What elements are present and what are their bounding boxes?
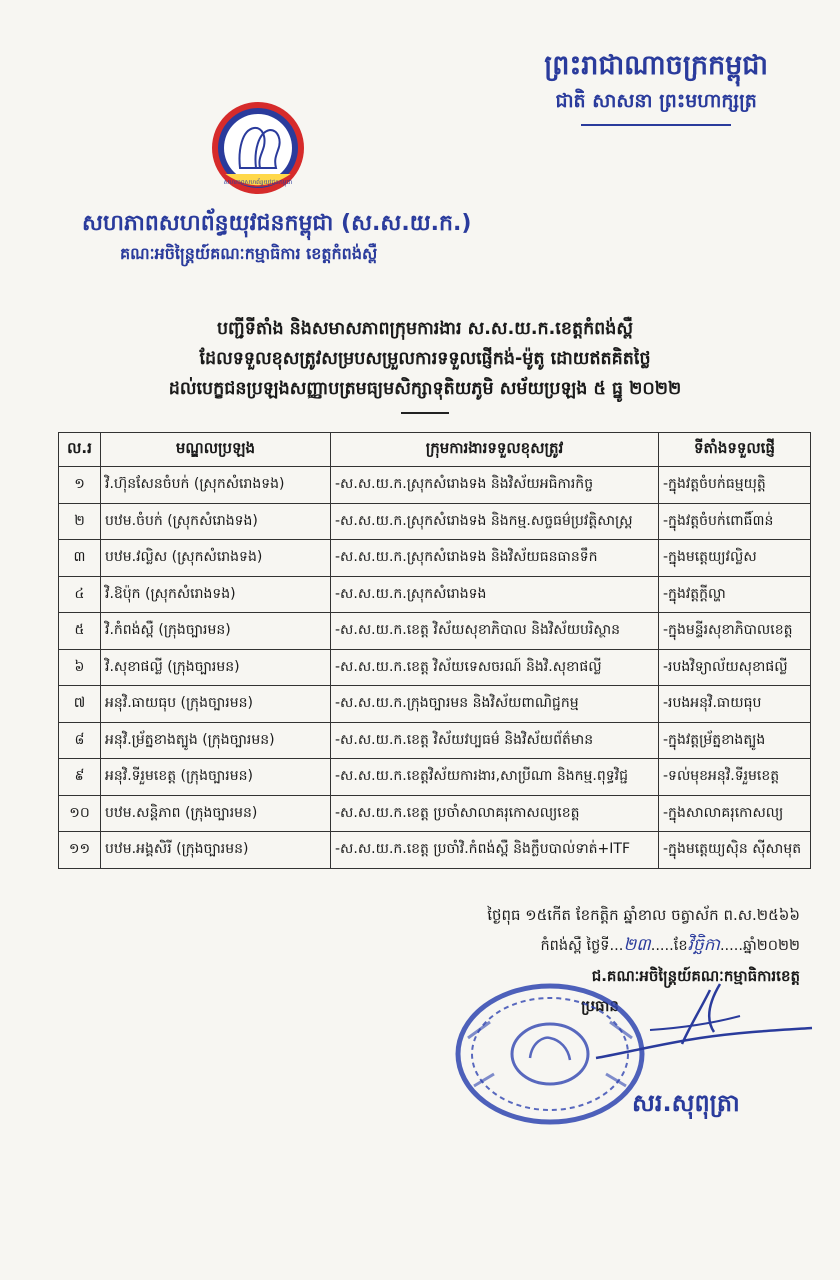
table-row bbox=[59, 722, 811, 759]
row-exam-center: បឋម.ចំបក់ (ស្រុកសំរោងទង) bbox=[101, 503, 331, 540]
row-number: ១ bbox=[59, 467, 101, 504]
kingdom-heading bbox=[544, 48, 768, 126]
year: ឆ្នាំ២០២២ bbox=[743, 938, 800, 954]
table-row bbox=[59, 649, 811, 686]
row-team: -ស.ស.យ.ក.ស្រុកសំរោងទង និងវិស័យធនធានទឹក bbox=[331, 540, 659, 577]
row-team: -ស.ស.យ.ក.ខេត្ត វិស័យវប្បធម៌ និងវិស័យព័ត៌មាន bbox=[331, 722, 659, 759]
row-exam-center: វិ.ឱប៉ុក (ស្រុកសំរោងទង) bbox=[101, 576, 331, 613]
kingdom-motto: ជាតិ សាសនា ព្រះមហាក្សត្រ bbox=[555, 90, 757, 112]
header-number: ល.រ bbox=[59, 433, 101, 467]
row-location: -ក្នុងវត្តចំបក់ពោធិ៍៣ន់ bbox=[659, 503, 811, 540]
row-exam-center: វិ.កំពង់ស្ពឺ (ក្រុងច្បារមន) bbox=[101, 613, 331, 650]
row-exam-center: អនុវិ.ទីរួមខេត្ត (ក្រុងច្បារមន) bbox=[101, 759, 331, 796]
row-exam-center: បឋម.វល្លិស (ស្រុកសំរោងទង) bbox=[101, 540, 331, 577]
row-location: -ក្នុងមន្ទីរសុខាភិបាលខេត្ត bbox=[659, 613, 811, 650]
solar-date: កំពង់ស្ពឺ ថ្ងៃទី...២៣.....ខែវិច្ឆិកា.....ឆ្នាំ២០២២ bbox=[540, 935, 800, 955]
handwritten-month: វិច្ឆិកា bbox=[687, 935, 720, 955]
row-team: -ស.ស.យ.ក.ខេត្ត ប្រចាំសាលាគរុកោសល្យខេត្ត bbox=[331, 795, 659, 832]
header-exam-center: មណ្ឌលប្រឡង bbox=[101, 433, 331, 467]
row-location: -ក្នុងសាលាគរុកោសល្យ bbox=[659, 795, 811, 832]
logo-banner-text: សហភាពសហព័ន្ធយុវជនកម្ពុជា bbox=[223, 179, 293, 186]
table-row bbox=[59, 832, 811, 869]
table-row bbox=[59, 540, 811, 577]
row-team: -ស.ស.យ.ក.ស្រុកសំរោងទង bbox=[331, 576, 659, 613]
lunar-date: ថ្ងៃពុធ ១៥កើត ខែកត្តិក ឆ្នាំខាល ចត្វាស័ក ព.ស.២៥៦៦ bbox=[487, 906, 800, 924]
row-team: -ស.ស.យ.ក.ស្រុកសំរោងទង និងវិស័យអធិការកិច្ច bbox=[331, 467, 659, 504]
table-row bbox=[59, 613, 811, 650]
assignment-table bbox=[58, 432, 811, 869]
row-exam-center: វិ.សុខាផល្លី (ក្រុងច្បារមន) bbox=[101, 649, 331, 686]
table-row bbox=[59, 503, 811, 540]
row-team: -ស.ស.យ.ក.ខេត្ត វិស័យទេសចរណ៍ និងវិ.សុខាផល្លី bbox=[331, 649, 659, 686]
row-exam-center: វិ.ហ៊ុនសែនចំបក់ (ស្រុកសំរោងទង) bbox=[101, 467, 331, 504]
row-location: -របងអនុវិ.ធាយធុប bbox=[659, 686, 811, 723]
row-team: -ស.ស.យ.ក.ខេត្តវិស័យការងារ,សាប្រីណា និងកម្ម.ពុទ្ធវិជ្ជ bbox=[331, 759, 659, 796]
signer-organization: ជ.គណៈអចិន្ត្រៃយ៍គណៈកម្មាធិការខេត្ត bbox=[591, 967, 800, 985]
row-number: ៤ bbox=[59, 576, 101, 613]
row-location: -របងវិទ្យាល័យសុខាផល្លី bbox=[659, 649, 811, 686]
month-prefix: ខែ bbox=[673, 938, 688, 954]
row-team: -ស.ស.យ.ក.ខេត្ត វិស័យសុខាភិបាល និងវិស័យបរិស្ថាន bbox=[331, 613, 659, 650]
document-title bbox=[60, 314, 790, 414]
committee-name: គណៈអចិន្ត្រៃយ៍គណៈកម្មាធិការ ខេត្តកំពង់ស្ពឺ bbox=[120, 244, 378, 263]
row-location: -ក្នុងមត្តេយ្យវល្លិស bbox=[659, 540, 811, 577]
organization-name: សហភាពសហព័ន្ធយុវជនកម្ពុជា (ស.ស.យ.ក.) bbox=[82, 211, 472, 236]
row-number: ១០ bbox=[59, 795, 101, 832]
row-team: -ស.ស.យ.ក.ស្រុកសំរោងទង និងកម្ម.សច្ចធម៌ប្រវត្តិសាស្ត្រ bbox=[331, 503, 659, 540]
signer-name: សរ.សុពុត្រា bbox=[632, 1089, 740, 1117]
row-number: ៩ bbox=[59, 759, 101, 796]
row-exam-center: បឋម.អង្គសិរី (ក្រុងច្បារមន) bbox=[101, 832, 331, 869]
table-row bbox=[59, 467, 811, 504]
row-location: -ក្នុងវត្តក្តីល្ហា bbox=[659, 576, 811, 613]
table-header-row bbox=[59, 433, 811, 467]
motto-divider bbox=[581, 124, 731, 126]
row-number: ៣ bbox=[59, 540, 101, 577]
title-divider bbox=[401, 412, 449, 414]
title-line-1: បញ្ជីទីតាំង និងសមាសភាពក្រុមការងារ ស.ស.យ.ក.ខេត្តកំពង់ស្ពឺ bbox=[216, 319, 634, 339]
row-number: ៨ bbox=[59, 722, 101, 759]
kingdom-name: ព្រះរាជាណាចក្រកម្ពុជា bbox=[544, 50, 768, 81]
row-number: ១១ bbox=[59, 832, 101, 869]
table-row bbox=[59, 576, 811, 613]
header-location: ទីតាំងទទួលផ្ញើ bbox=[659, 433, 811, 467]
union-logo-icon bbox=[200, 100, 316, 200]
row-exam-center: បឋម.សន្តិភាព (ក្រុងច្បារមន) bbox=[101, 795, 331, 832]
row-location: -ទល់មុខអនុវិ.ទីរួមខេត្ត bbox=[659, 759, 811, 796]
row-location: -ក្នុងវត្តម្រ័ត្នខាងត្បូង bbox=[659, 722, 811, 759]
organization-heading bbox=[82, 208, 471, 268]
row-location: -ក្នុងវត្តចំបក់ធម្មយុត្តិ bbox=[659, 467, 811, 504]
row-team: -ស.ស.យ.ក.ខេត្ត ប្រចាំវិ.កំពង់ស្ពឺ និងក្លឹបបាល់ទាត់+ITF bbox=[331, 832, 659, 869]
signature-icon bbox=[590, 970, 820, 1070]
place-prefix: កំពង់ស្ពឺ ថ្ងៃទី bbox=[540, 938, 610, 954]
title-line-3: ដល់បេក្ខជនប្រឡងសញ្ញាបត្រមធ្យមសិក្សាទុតិយភូមិ សម័យប្រឡង ៥ ធ្នូ ២០២២ bbox=[168, 379, 682, 399]
row-exam-center: អនុវិ.ធាយធុប (ក្រុងច្បារមន) bbox=[101, 686, 331, 723]
table-row bbox=[59, 795, 811, 832]
row-location: -ក្នុងមត្តេយ្យស៊ិន ស៊ីសាមុត bbox=[659, 832, 811, 869]
title-line-2: ដែលទទួលខុសត្រូវសម្របសម្រួលការទទួលផ្ញើកង់-ម៉ូតូ ដោយឥតគិតថ្លៃ bbox=[199, 349, 651, 369]
row-exam-center: អនុវិ.ម្រ័ត្នខាងត្បូង (ក្រុងច្បារមន) bbox=[101, 722, 331, 759]
header-team: ក្រុមការងារទទួលខុសត្រូវ bbox=[331, 433, 659, 467]
signer-role: ប្រធាន bbox=[581, 997, 619, 1015]
row-number: ២ bbox=[59, 503, 101, 540]
row-number: ៦ bbox=[59, 649, 101, 686]
table-row bbox=[59, 759, 811, 796]
table-row bbox=[59, 686, 811, 723]
handwritten-day: ២៣ bbox=[623, 935, 651, 955]
row-team: -ស.ស.យ.ក.ក្រុងច្បារមន និងវិស័យពាណិជ្ជកម្ម bbox=[331, 686, 659, 723]
row-number: ៥ bbox=[59, 613, 101, 650]
row-number: ៧ bbox=[59, 686, 101, 723]
